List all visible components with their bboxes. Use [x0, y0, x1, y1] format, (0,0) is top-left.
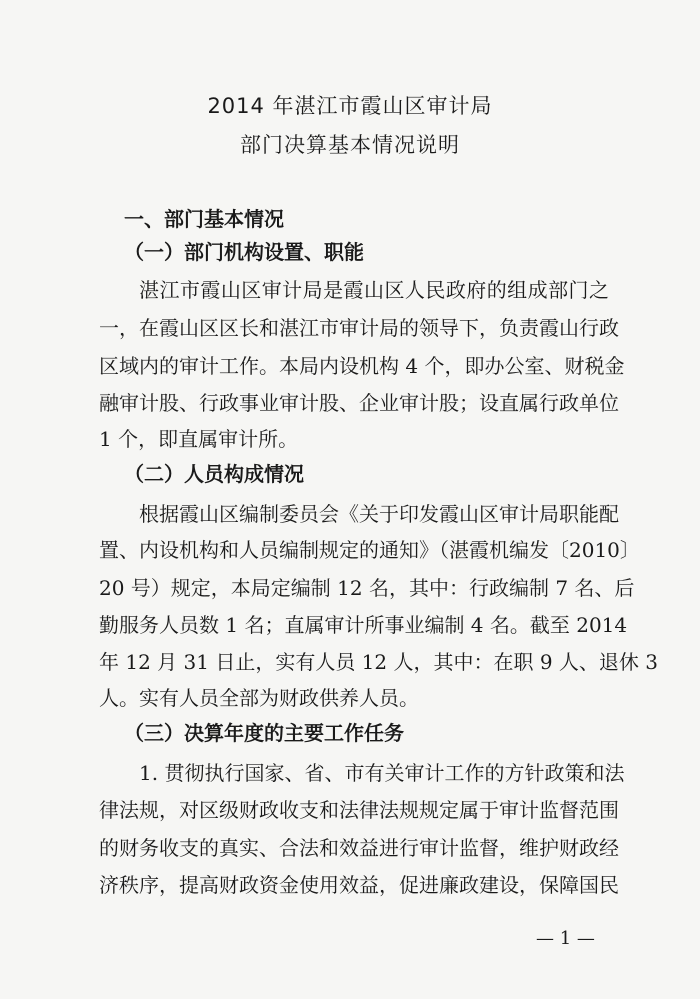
- paragraph-line: 一，在霞山区区长和湛江市审计局的领导下，负责霞山行政: [99, 316, 619, 340]
- paragraph-line: 律法规，对区级财政收支和法律法规规定属于审计监督范围: [99, 798, 619, 822]
- paragraph-line: 勤服务人员数 1 名；直属审计所事业编制 4 名。截至 2014: [99, 613, 628, 637]
- paragraph-line: 根据霞山区编制委员会《关于印发霞山区审计局职能配: [139, 502, 619, 526]
- document-title-line-2: 部门决算基本情况说明: [240, 133, 460, 157]
- paragraph-line: 置、内设机构和人员编制规定的通知》（湛霞机编发〔2010〕: [99, 538, 640, 562]
- paragraph-line: 20 号）规定，本局定编制 12 名，其中：行政编制 7 名、后: [99, 576, 635, 600]
- paragraph-line: 1 个，即直属审计所。: [99, 427, 299, 451]
- paragraph-line: 的财务收支的真实、合法和效益进行审计监督，维护财政经: [99, 836, 619, 860]
- page-number: — 1 —: [536, 928, 595, 949]
- paragraph-line: 人。实有人员全部为财政供养人员。: [99, 686, 419, 710]
- subsection-1-heading: （一）部门机构设置、职能: [124, 240, 364, 264]
- section-1-heading: 一、部门基本情况: [124, 207, 284, 231]
- paragraph-line: 区域内的审计工作。本局内设机构 4 个，即办公室、财税金: [99, 354, 625, 378]
- subsection-3-heading: （三）决算年度的主要工作任务: [124, 721, 404, 745]
- paragraph-line: 融审计股、行政事业审计股、企业审计股；设直属行政单位: [99, 391, 619, 415]
- document-title-line-1: 2014 年湛江市霞山区审计局: [207, 94, 493, 118]
- paragraph-line: 济秩序，提高财政资金使用效益，促进廉政建设，保障国民: [99, 873, 619, 897]
- paragraph-line: 年 12 月 31 日止，实有人员 12 人，其中：在职 9 人、退休 3: [99, 650, 659, 674]
- paragraph-line: 湛江市霞山区审计局是霞山区人民政府的组成部门之: [139, 278, 609, 302]
- subsection-2-heading: （二）人员构成情况: [124, 462, 304, 486]
- paragraph-line: 1. 贯彻执行国家、省、市有关审计工作的方针政策和法: [139, 761, 625, 785]
